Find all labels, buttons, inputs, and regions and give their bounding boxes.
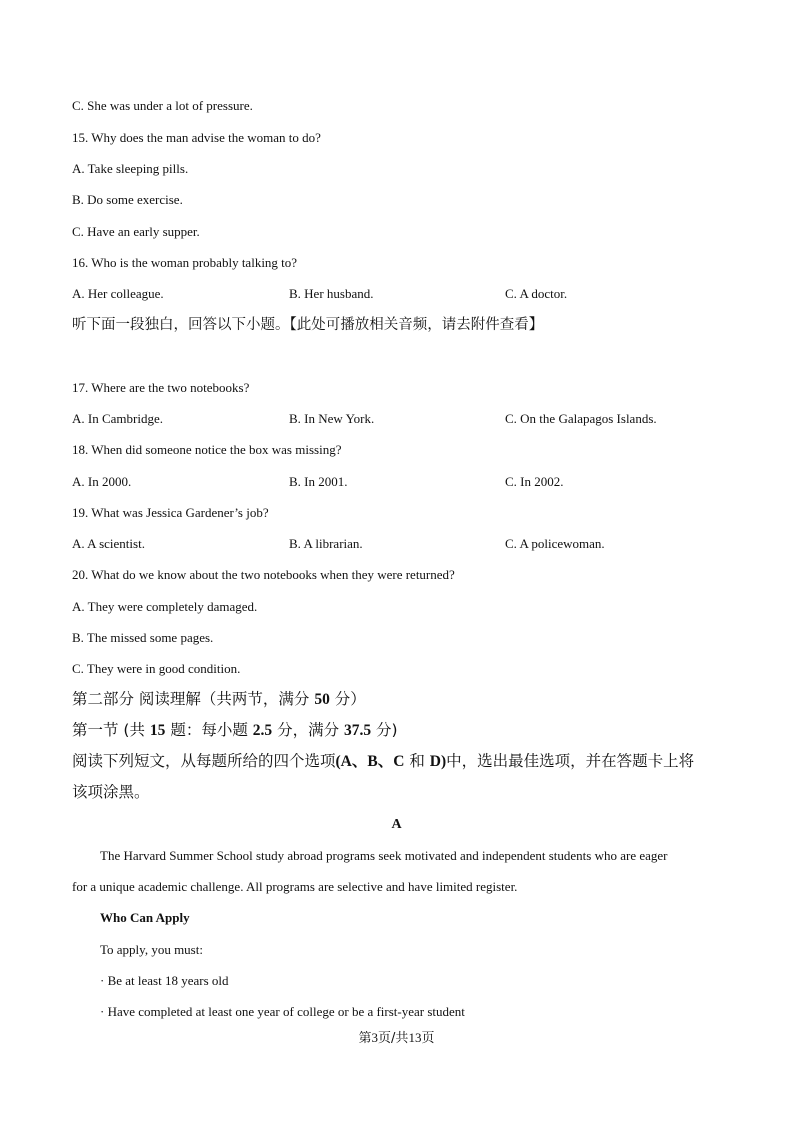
q16-options <box>72 286 722 302</box>
q17-option-a: A. In Cambridge. <box>72 411 163 426</box>
section1-each-score: 2.5 <box>252 722 273 739</box>
footer-text: 第 <box>358 1031 372 1046</box>
requirement-age: · Be at least 18 years old <box>100 973 229 988</box>
part2-score: 50 <box>314 691 330 708</box>
listening-instruction: 听下面一段独白，回答以下小题。【此处可播放相关音频，请去附件查看】 <box>72 317 544 333</box>
footer-text-end: 页 <box>421 1031 435 1046</box>
q15-option-c: C. Have an early supper. <box>72 224 200 239</box>
q19-question: 19. What was Jessica Gardener’s job? <box>72 505 269 520</box>
to-apply-text: To apply, you must: <box>100 942 203 957</box>
q17-question: 17. Where are the two notebooks? <box>72 380 250 395</box>
q15-option-b: B. Do some exercise. <box>72 192 183 207</box>
part2-heading-text: 第二部分 阅读理解（共两节，满分 <box>72 690 315 708</box>
q17-option-b: B. In New York. <box>289 411 375 426</box>
part2-heading-end: 分） <box>329 690 366 708</box>
section1-text: 第一节 (共 <box>72 721 150 739</box>
page-number: 3 <box>371 1030 379 1045</box>
q19-option-c: C. A policewoman. <box>505 536 605 551</box>
q15-option-a: A. Take sleeping pills. <box>72 161 189 176</box>
who-can-apply-heading: Who Can Apply <box>100 910 190 925</box>
reading-instruction-text: 阅读下列短文，从每题所给的四个选项 <box>72 752 336 770</box>
q16-option-b: B. Her husband. <box>289 286 374 301</box>
passage-line-1: The Harvard Summer School study abroad programs seek motivated and independent students who are eager <box>100 848 668 863</box>
part2-heading <box>72 689 366 710</box>
reading-instruction-text-end: 中，选出最佳选项，并在答题卡上将 <box>446 752 695 770</box>
q17-options <box>72 411 722 427</box>
reading-instruction <box>72 751 694 772</box>
total-pages: 13 <box>408 1030 422 1045</box>
q16-option-a: A. Her colleague. <box>72 286 164 301</box>
q19-option-a: A. A scientist. <box>72 536 145 551</box>
q20-option-a: A. They were completely damaged. <box>72 599 258 614</box>
requirement-college: · Have completed at least one year of college or be a first-year student <box>100 1004 465 1019</box>
reading-instruction-line2: 该项涂黑。 <box>72 783 150 801</box>
section1-count: 15 <box>149 722 166 739</box>
q20-option-c: C. They were in good condition. <box>72 661 241 676</box>
reading-instruction-options: (A、B、C <box>335 753 405 770</box>
q20-option-b: B. The missed some pages. <box>72 630 214 645</box>
q16-option-c: C. A doctor. <box>505 286 568 301</box>
q17-option-c: C. On the Galapagos Islands. <box>505 411 657 426</box>
passage-line-2: for a unique academic challenge. All programs are selective and have limited register. <box>72 879 518 894</box>
q18-options <box>72 474 722 490</box>
q20-question: 20. What do we know about the two notebooks when they were returned? <box>72 567 455 582</box>
q19-option-b: B. A librarian. <box>289 536 363 551</box>
section1-total-score: 37.5 <box>344 722 372 739</box>
passage-heading: A <box>391 817 402 832</box>
section1-text-end: 分) <box>371 721 398 739</box>
q16-question: 16. Who is the woman probably talking to? <box>72 255 298 270</box>
footer-text-mid: 页/共 <box>378 1031 409 1046</box>
section1-text-mid2: 分，满分 <box>272 721 344 739</box>
q14-option-c: C. She was under a lot of pressure. <box>72 98 253 113</box>
q18-option-c: C. In 2002. <box>505 474 564 489</box>
section1-text-mid: 题：每小题 <box>165 721 253 739</box>
section1-heading <box>72 720 398 741</box>
q19-options <box>72 536 722 552</box>
page-footer <box>0 1027 793 1046</box>
reading-instruction-and: 和 <box>404 752 430 770</box>
q18-option-a: A. In 2000. <box>72 474 132 489</box>
reading-instruction-option-d: D) <box>429 753 447 770</box>
q18-option-b: B. In 2001. <box>289 474 348 489</box>
q15-question: 15. Why does the man advise the woman to do? <box>72 130 321 145</box>
q18-question: 18. When did someone notice the box was missing? <box>72 442 342 457</box>
